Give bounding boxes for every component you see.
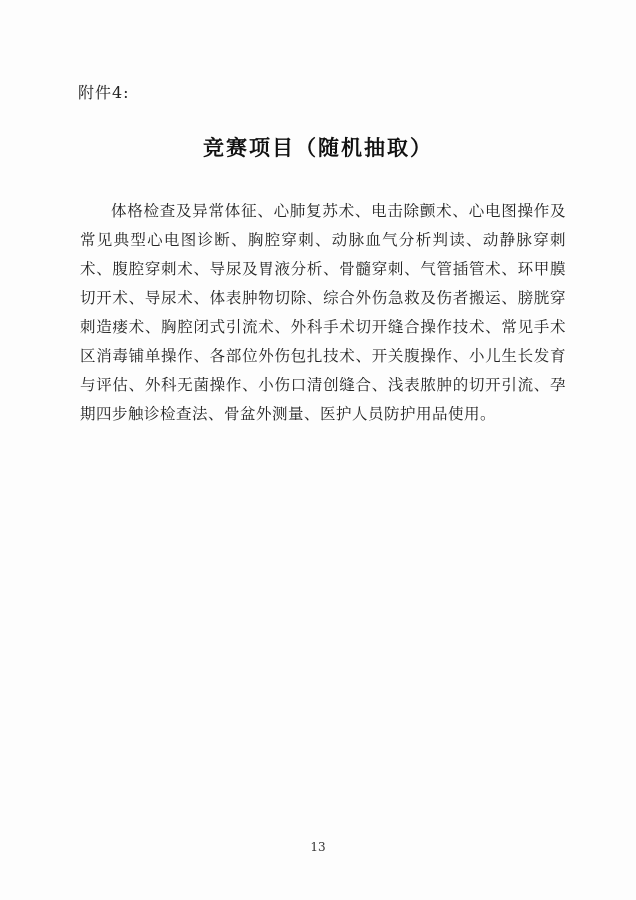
attachment-label: 附件4:	[78, 83, 130, 102]
page-number: 13	[310, 840, 326, 854]
competition-items-paragraph: 体格检查及异常体征、心肺复苏术、电击除颤术、心电图操作及常见典型心电图诊断、胸腔穿刺、动脉血气分析判读、动静脉穿刺术、腹腔穿刺术、导尿及胃液分析、骨髓穿刺、气管插管术、环甲膜切开术、导尿术、体表肿物切除、综合外伤急救及伤者搬运、膀胱穿刺造瘘术、胸腔闭式引流术、外科手术切开缝合操作技术、常见手术区消毒铺单操作、各部位外伤包扎技术、开关腹操作、小儿生长发育与评估、外科无菌操作、小伤口清创缝合、浅表脓肿的切开引流、孕期四步触诊检查法、骨盆外测量、医护人员防护用品使用。	[80, 202, 566, 423]
document-title: 竞赛项目（随机抽取）	[203, 135, 433, 160]
